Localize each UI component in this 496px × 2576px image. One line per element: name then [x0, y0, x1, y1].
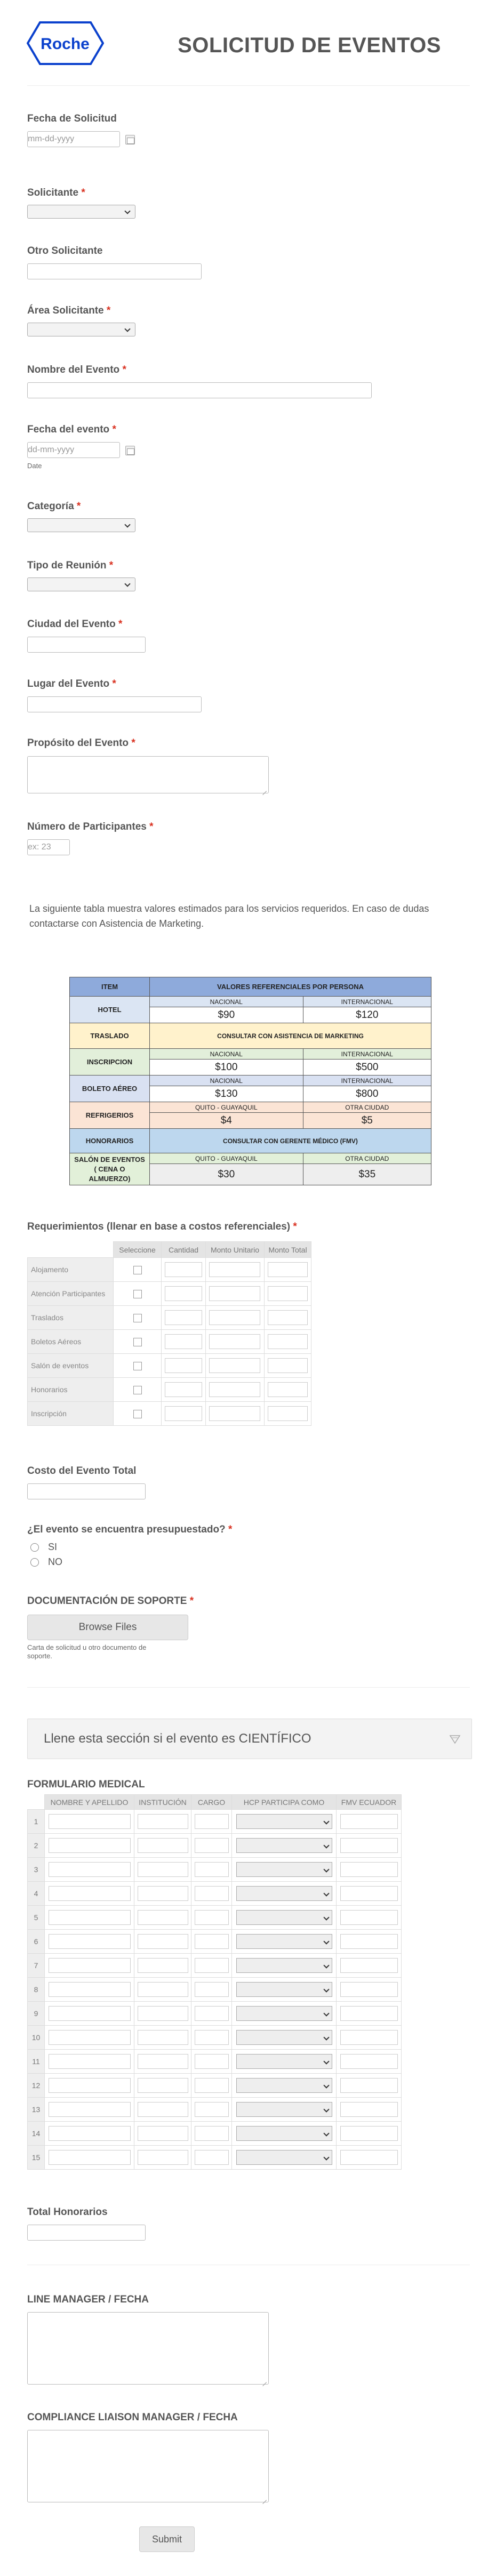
cargo-input[interactable] [195, 2078, 229, 2093]
resize-grip-icon[interactable] [261, 2495, 267, 2500]
price-inscripcion-val2: $500 [303, 1060, 431, 1076]
soporte-sublabel-1: Carta de solicitud u otro documento de [27, 1643, 147, 1651]
cargo-input[interactable] [195, 2054, 229, 2069]
num-participantes-input[interactable] [27, 839, 70, 855]
fmv-input[interactable] [340, 1934, 398, 1949]
price-hotel-sub1: NACIONAL [150, 997, 303, 1007]
matrix-row-label: Alojamento [28, 1258, 114, 1282]
hcp-select[interactable] [236, 1838, 332, 1853]
matrix-col-monto-total: Monto Total [265, 1242, 311, 1258]
price-refrigerios-label: REFRIGERIOS [70, 1102, 150, 1129]
institucion-input[interactable] [138, 1814, 188, 1829]
price-reference-table [69, 977, 431, 1185]
row-checkbox[interactable] [133, 1410, 142, 1418]
solicitante-select[interactable] [27, 205, 135, 219]
med-row [28, 1954, 402, 1978]
institucion-input[interactable] [138, 2054, 188, 2069]
hcp-select[interactable] [236, 2102, 332, 2117]
monto-unitario-input[interactable] [209, 1310, 260, 1325]
price-boleto-label: BOLETO AÉREO [70, 1076, 150, 1102]
hcp-select[interactable] [236, 1910, 332, 1925]
compliance-textarea[interactable] [27, 2430, 269, 2502]
line-manager-label: LINE MANAGER / FECHA [27, 2294, 149, 2305]
price-honorarios-label: HONORARIOS [70, 1129, 150, 1153]
cargo-input[interactable] [195, 1862, 229, 1877]
nombre-input[interactable] [49, 2054, 131, 2069]
presupuestado-label: ¿El evento se encuentra presupuestado? * [27, 1524, 233, 1535]
cargo-input[interactable] [195, 2030, 229, 2045]
calendar-icon[interactable] [125, 135, 135, 145]
monto-unitario-input[interactable] [209, 1286, 260, 1301]
matrix-row [28, 1258, 311, 1282]
med-row-number: 13 [28, 2098, 45, 2122]
calendar-icon[interactable] [125, 446, 135, 455]
line-manager-textarea[interactable] [27, 2312, 269, 2385]
matrix-row-label: Salón de eventos [28, 1354, 114, 1378]
matrix-row [28, 1306, 311, 1330]
med-col-fmv: FMV ECUADOR [337, 1795, 402, 1810]
price-hotel-val2: $120 [303, 1007, 431, 1023]
lugar-evento-input[interactable] [27, 696, 202, 712]
med-row [28, 1930, 402, 1954]
matrix-corner [28, 1795, 45, 1810]
cargo-input[interactable] [195, 1838, 229, 1853]
price-salon-sub2: OTRA CIUDAD [303, 1153, 431, 1164]
med-row-number: 5 [28, 1906, 45, 1930]
price-honorarios-value: CONSULTAR CON GERENTE MÉDICO (FMV) [150, 1129, 431, 1153]
monto-total-input[interactable] [268, 1382, 308, 1397]
cantidad-input[interactable] [165, 1382, 202, 1397]
med-row [28, 1810, 402, 1834]
med-row [28, 2002, 402, 2026]
fmv-input[interactable] [340, 1838, 398, 1853]
matrix-col-cantidad: Cantidad [162, 1242, 206, 1258]
radio-no[interactable] [30, 1558, 39, 1567]
matrix-row-label: Atención Participantes [28, 1282, 114, 1306]
institucion-input[interactable] [138, 1886, 188, 1901]
hcp-select[interactable] [236, 1982, 332, 1997]
med-col-institucion: INSTITUCIÓN [134, 1795, 191, 1810]
med-row [28, 1834, 402, 1858]
cargo-input[interactable] [195, 2150, 229, 2165]
price-salon-label [70, 1153, 150, 1185]
med-row-number: 6 [28, 1930, 45, 1954]
monto-total-input[interactable] [268, 1262, 308, 1277]
cantidad-input[interactable] [165, 1406, 202, 1421]
num-participantes-label: Número de Participantes * [27, 821, 154, 832]
cargo-input[interactable] [195, 2126, 229, 2141]
total-honorarios-label: Total Honorarios [27, 2206, 108, 2218]
price-boleto-val1: $130 [150, 1086, 303, 1102]
costo-total-input[interactable] [27, 1483, 146, 1499]
monto-unitario-input[interactable] [209, 1334, 260, 1349]
med-row-number: 15 [28, 2146, 45, 2170]
med-row [28, 2050, 402, 2074]
cargo-input[interactable] [195, 1886, 229, 1901]
price-boleto-val2: $800 [303, 1086, 431, 1102]
fmv-input[interactable] [340, 2150, 398, 2165]
matrix-row [28, 1378, 311, 1402]
monto-total-input[interactable] [268, 1358, 308, 1373]
matrix-row-label: Honorarios [28, 1378, 114, 1402]
compliance-label: COMPLIANCE LIAISON MANAGER / FECHA [27, 2412, 238, 2423]
soporte-label: DOCUMENTACIÓN DE SOPORTE * [27, 1595, 194, 1607]
med-row [28, 2146, 402, 2170]
soporte-sublabel-2: soporte. [27, 1652, 52, 1660]
price-traslado-value: CONSULTAR CON ASISTENCIA DE MARKETING [150, 1023, 431, 1049]
row-checkbox[interactable] [133, 1290, 142, 1298]
divider [27, 85, 470, 86]
row-checkbox[interactable] [133, 1266, 142, 1274]
cargo-input[interactable] [195, 1814, 229, 1829]
lugar-evento-label: Lugar del Evento * [27, 678, 116, 689]
hcp-select[interactable] [236, 2126, 332, 2141]
tipo-reunion-label: Tipo de Reunión * [27, 560, 114, 571]
nombre-input[interactable] [49, 2102, 131, 2117]
price-inscripcion-sub1: NACIONAL [150, 1049, 303, 1060]
med-row [28, 1882, 402, 1906]
nombre-input[interactable] [49, 2030, 131, 2045]
form-header [0, 0, 496, 85]
cargo-input[interactable] [195, 1934, 229, 1949]
med-row-number: 4 [28, 1882, 45, 1906]
fmv-input[interactable] [340, 1886, 398, 1901]
matrix-row [28, 1354, 311, 1378]
proposito-evento-textarea[interactable] [27, 756, 269, 793]
nombre-input[interactable] [49, 1934, 131, 1949]
price-hotel-val1: $90 [150, 1007, 303, 1023]
med-row-number: 12 [28, 2074, 45, 2098]
institucion-input[interactable] [138, 1910, 188, 1925]
submit-button[interactable]: Submit [139, 2526, 195, 2552]
institucion-input[interactable] [138, 2078, 188, 2093]
med-row [28, 2074, 402, 2098]
med-row-number: 10 [28, 2026, 45, 2050]
fmv-input[interactable] [340, 1982, 398, 1997]
area-solicitante-label: Área Solicitante * [27, 305, 111, 316]
hcp-select[interactable] [236, 2150, 332, 2165]
med-row-number: 2 [28, 1834, 45, 1858]
categoria-label: Categoría * [27, 501, 81, 512]
nombre-evento-label: Nombre del Evento * [27, 364, 126, 375]
fmv-input[interactable] [340, 2054, 398, 2069]
monto-unitario-input[interactable] [209, 1382, 260, 1397]
monto-unitario-input[interactable] [209, 1262, 260, 1277]
med-row-number: 7 [28, 1954, 45, 1978]
price-refrigerios-sub1: QUITO - GUAYAQUIL [150, 1102, 303, 1113]
requerimientos-label: Requerimientos (llenar en base a costos referenciales) * [27, 1221, 297, 1232]
monto-total-input[interactable] [268, 1334, 308, 1349]
med-row [28, 1858, 402, 1882]
area-solicitante-select[interactable] [27, 323, 135, 336]
resize-grip-icon[interactable] [261, 786, 267, 791]
nombre-input[interactable] [49, 2006, 131, 2021]
monto-total-input[interactable] [268, 1286, 308, 1301]
price-refrigerios-sub2: OTRA CIUDAD [303, 1102, 431, 1113]
radio-si-label: SI [48, 1542, 58, 1552]
row-checkbox[interactable] [133, 1314, 142, 1322]
cargo-input[interactable] [195, 2006, 229, 2021]
price-hotel-sub2: INTERNACIONAL [303, 997, 431, 1007]
roche-logo [27, 21, 104, 65]
nombre-input[interactable] [49, 2150, 131, 2165]
fecha-solicitud-input[interactable] [27, 131, 120, 147]
fecha-evento-sublabel: Date [27, 462, 42, 470]
med-row-number: 14 [28, 2122, 45, 2146]
institucion-input[interactable] [138, 2150, 188, 2165]
monto-total-input[interactable] [268, 1406, 308, 1421]
formulario-medical-matrix [27, 1794, 402, 2170]
price-boleto-sub2: INTERNACIONAL [303, 1076, 431, 1086]
fmv-input[interactable] [340, 1910, 398, 1925]
fmv-input[interactable] [340, 2078, 398, 2093]
nombre-input[interactable] [49, 2078, 131, 2093]
fmv-input[interactable] [340, 2126, 398, 2141]
cantidad-input[interactable] [165, 1286, 202, 1301]
price-salon-sub1: QUITO - GUAYAQUIL [150, 1153, 303, 1164]
med-row [28, 2026, 402, 2050]
price-salon-val1: $30 [150, 1164, 303, 1185]
matrix-row [28, 1330, 311, 1354]
med-row [28, 2098, 402, 2122]
hcp-select[interactable] [236, 2078, 332, 2093]
price-col-item: ITEM [70, 977, 150, 997]
med-row [28, 2122, 402, 2146]
hcp-select[interactable] [236, 2054, 332, 2069]
matrix-col-monto-unitario: Monto Unitario [206, 1242, 265, 1258]
cantidad-input[interactable] [165, 1310, 202, 1325]
matrix-corner [28, 1242, 114, 1258]
resize-grip-icon[interactable] [261, 2377, 267, 2382]
price-refrigerios-val1: $4 [150, 1113, 303, 1129]
institucion-input[interactable] [138, 2102, 188, 2117]
hcp-select[interactable] [236, 1862, 332, 1877]
formulario-medical-label: FORMULARIO MEDICAL [27, 1779, 145, 1790]
divider [27, 1687, 470, 1688]
med-row-number: 9 [28, 2002, 45, 2026]
med-row-number: 1 [28, 1810, 45, 1834]
med-col-cargo: CARGO [191, 1795, 232, 1810]
browse-files-button[interactable]: Browse Files [27, 1615, 188, 1640]
monto-unitario-input[interactable] [209, 1406, 260, 1421]
institucion-input[interactable] [138, 1838, 188, 1853]
price-salon-label2: ( CENA O [94, 1165, 125, 1173]
price-salon-val2: $35 [303, 1164, 431, 1185]
matrix-row-label: Traslados [28, 1306, 114, 1330]
ciudad-evento-label: Ciudad del Evento * [27, 619, 123, 630]
matrix-row-label: Inscripción [28, 1402, 114, 1426]
row-checkbox[interactable] [133, 1338, 142, 1346]
requerimientos-matrix [27, 1241, 311, 1426]
radio-no-label: NO [48, 1556, 62, 1567]
fmv-input[interactable] [340, 1958, 398, 1973]
fmv-input[interactable] [340, 2030, 398, 2045]
otro-solicitante-label: Otro Solicitante [27, 245, 103, 256]
nombre-input[interactable] [49, 1886, 131, 1901]
matrix-row [28, 1402, 311, 1426]
cantidad-input[interactable] [165, 1262, 202, 1277]
row-checkbox[interactable] [133, 1362, 142, 1370]
institucion-input[interactable] [138, 2126, 188, 2141]
med-col-nombre: NOMBRE Y APELLIDO [45, 1795, 134, 1810]
monto-total-input[interactable] [268, 1310, 308, 1325]
price-hotel-label: HOTEL [70, 997, 150, 1023]
fmv-input[interactable] [340, 1862, 398, 1877]
hcp-select[interactable] [236, 2006, 332, 2021]
hcp-select[interactable] [236, 1886, 332, 1901]
nombre-input[interactable] [49, 1910, 131, 1925]
med-row [28, 1978, 402, 2002]
nombre-input[interactable] [49, 1814, 131, 1829]
fmv-input[interactable] [340, 2102, 398, 2117]
fecha-solicitud-label: Fecha de Solicitud [27, 113, 117, 124]
radio-si[interactable] [30, 1543, 39, 1552]
cantidad-input[interactable] [165, 1334, 202, 1349]
proposito-evento-label: Propósito del Evento * [27, 737, 135, 749]
nombre-input[interactable] [49, 1862, 131, 1877]
costo-total-label: Costo del Evento Total [27, 1465, 137, 1476]
nombre-input[interactable] [49, 1958, 131, 1973]
solicitante-label: Solicitante * [27, 187, 85, 198]
page-title: SOLICITUD DE EVENTOS [178, 33, 441, 57]
ciudad-evento-input[interactable] [27, 637, 146, 653]
hcp-select[interactable] [236, 1814, 332, 1829]
price-salon-label3: ALMUERZO) [89, 1174, 131, 1183]
price-salon-label1: SALÓN DE EVENTOS [74, 1155, 145, 1163]
price-inscripcion-val1: $100 [150, 1060, 303, 1076]
price-col-values: VALORES REFERENCIALES POR PERSONA [150, 977, 431, 997]
tipo-reunion-select[interactable] [27, 577, 135, 591]
nombre-input[interactable] [49, 1982, 131, 1997]
price-boleto-sub1: NACIONAL [150, 1076, 303, 1086]
row-checkbox[interactable] [133, 1386, 142, 1394]
fecha-evento-input[interactable] [27, 442, 120, 458]
institucion-input[interactable] [138, 1934, 188, 1949]
hcp-select[interactable] [236, 1934, 332, 1949]
institucion-input[interactable] [138, 1862, 188, 1877]
med-row-number: 3 [28, 1858, 45, 1882]
otro-solicitante-input[interactable] [27, 263, 202, 279]
fmv-input[interactable] [340, 1814, 398, 1829]
cantidad-input[interactable] [165, 1358, 202, 1373]
matrix-col-seleccione: Seleccione [114, 1242, 162, 1258]
logo-text: Roche [41, 35, 90, 53]
hcp-select[interactable] [236, 1958, 332, 1973]
institucion-input[interactable] [138, 1958, 188, 1973]
monto-unitario-input[interactable] [209, 1358, 260, 1373]
cargo-input[interactable] [195, 2102, 229, 2117]
section-cientifico-header[interactable] [27, 1719, 472, 1759]
matrix-row [28, 1282, 311, 1306]
hcp-select[interactable] [236, 2030, 332, 2045]
categoria-select[interactable] [27, 518, 135, 532]
intro-text: La siguiente tabla muestra valores estimados para los servicios requeridos. En caso de dudas contactarse con Asistencia de Marketing. [29, 903, 429, 929]
total-honorarios-input[interactable] [27, 2225, 146, 2241]
institucion-input[interactable] [138, 1982, 188, 1997]
chevron-down-icon[interactable] [449, 1732, 461, 1746]
med-row [28, 1906, 402, 1930]
fmv-input[interactable] [340, 2006, 398, 2021]
section-cientifico-title: Llene esta sección si el evento es CIENTÍFICO [44, 1731, 311, 1746]
institucion-input[interactable] [138, 2030, 188, 2045]
institucion-input[interactable] [138, 2006, 188, 2021]
price-refrigerios-val2: $5 [303, 1113, 431, 1129]
nombre-input[interactable] [49, 2126, 131, 2141]
med-col-hcp: HCP PARTICIPA COMO [232, 1795, 337, 1810]
med-row-number: 11 [28, 2050, 45, 2074]
med-row-number: 8 [28, 1978, 45, 2002]
cargo-input[interactable] [195, 1910, 229, 1925]
cargo-input[interactable] [195, 1982, 229, 1997]
fecha-evento-label: Fecha del evento * [27, 424, 116, 435]
nombre-evento-input[interactable] [27, 382, 372, 398]
price-traslado-label: TRASLADO [70, 1023, 150, 1049]
matrix-row-label: Boletos Aéreos [28, 1330, 114, 1354]
nombre-input[interactable] [49, 1838, 131, 1853]
price-inscripcion-label: INSCRIPCION [70, 1049, 150, 1076]
cargo-input[interactable] [195, 1958, 229, 1973]
price-inscripcion-sub2: INTERNACIONAL [303, 1049, 431, 1060]
